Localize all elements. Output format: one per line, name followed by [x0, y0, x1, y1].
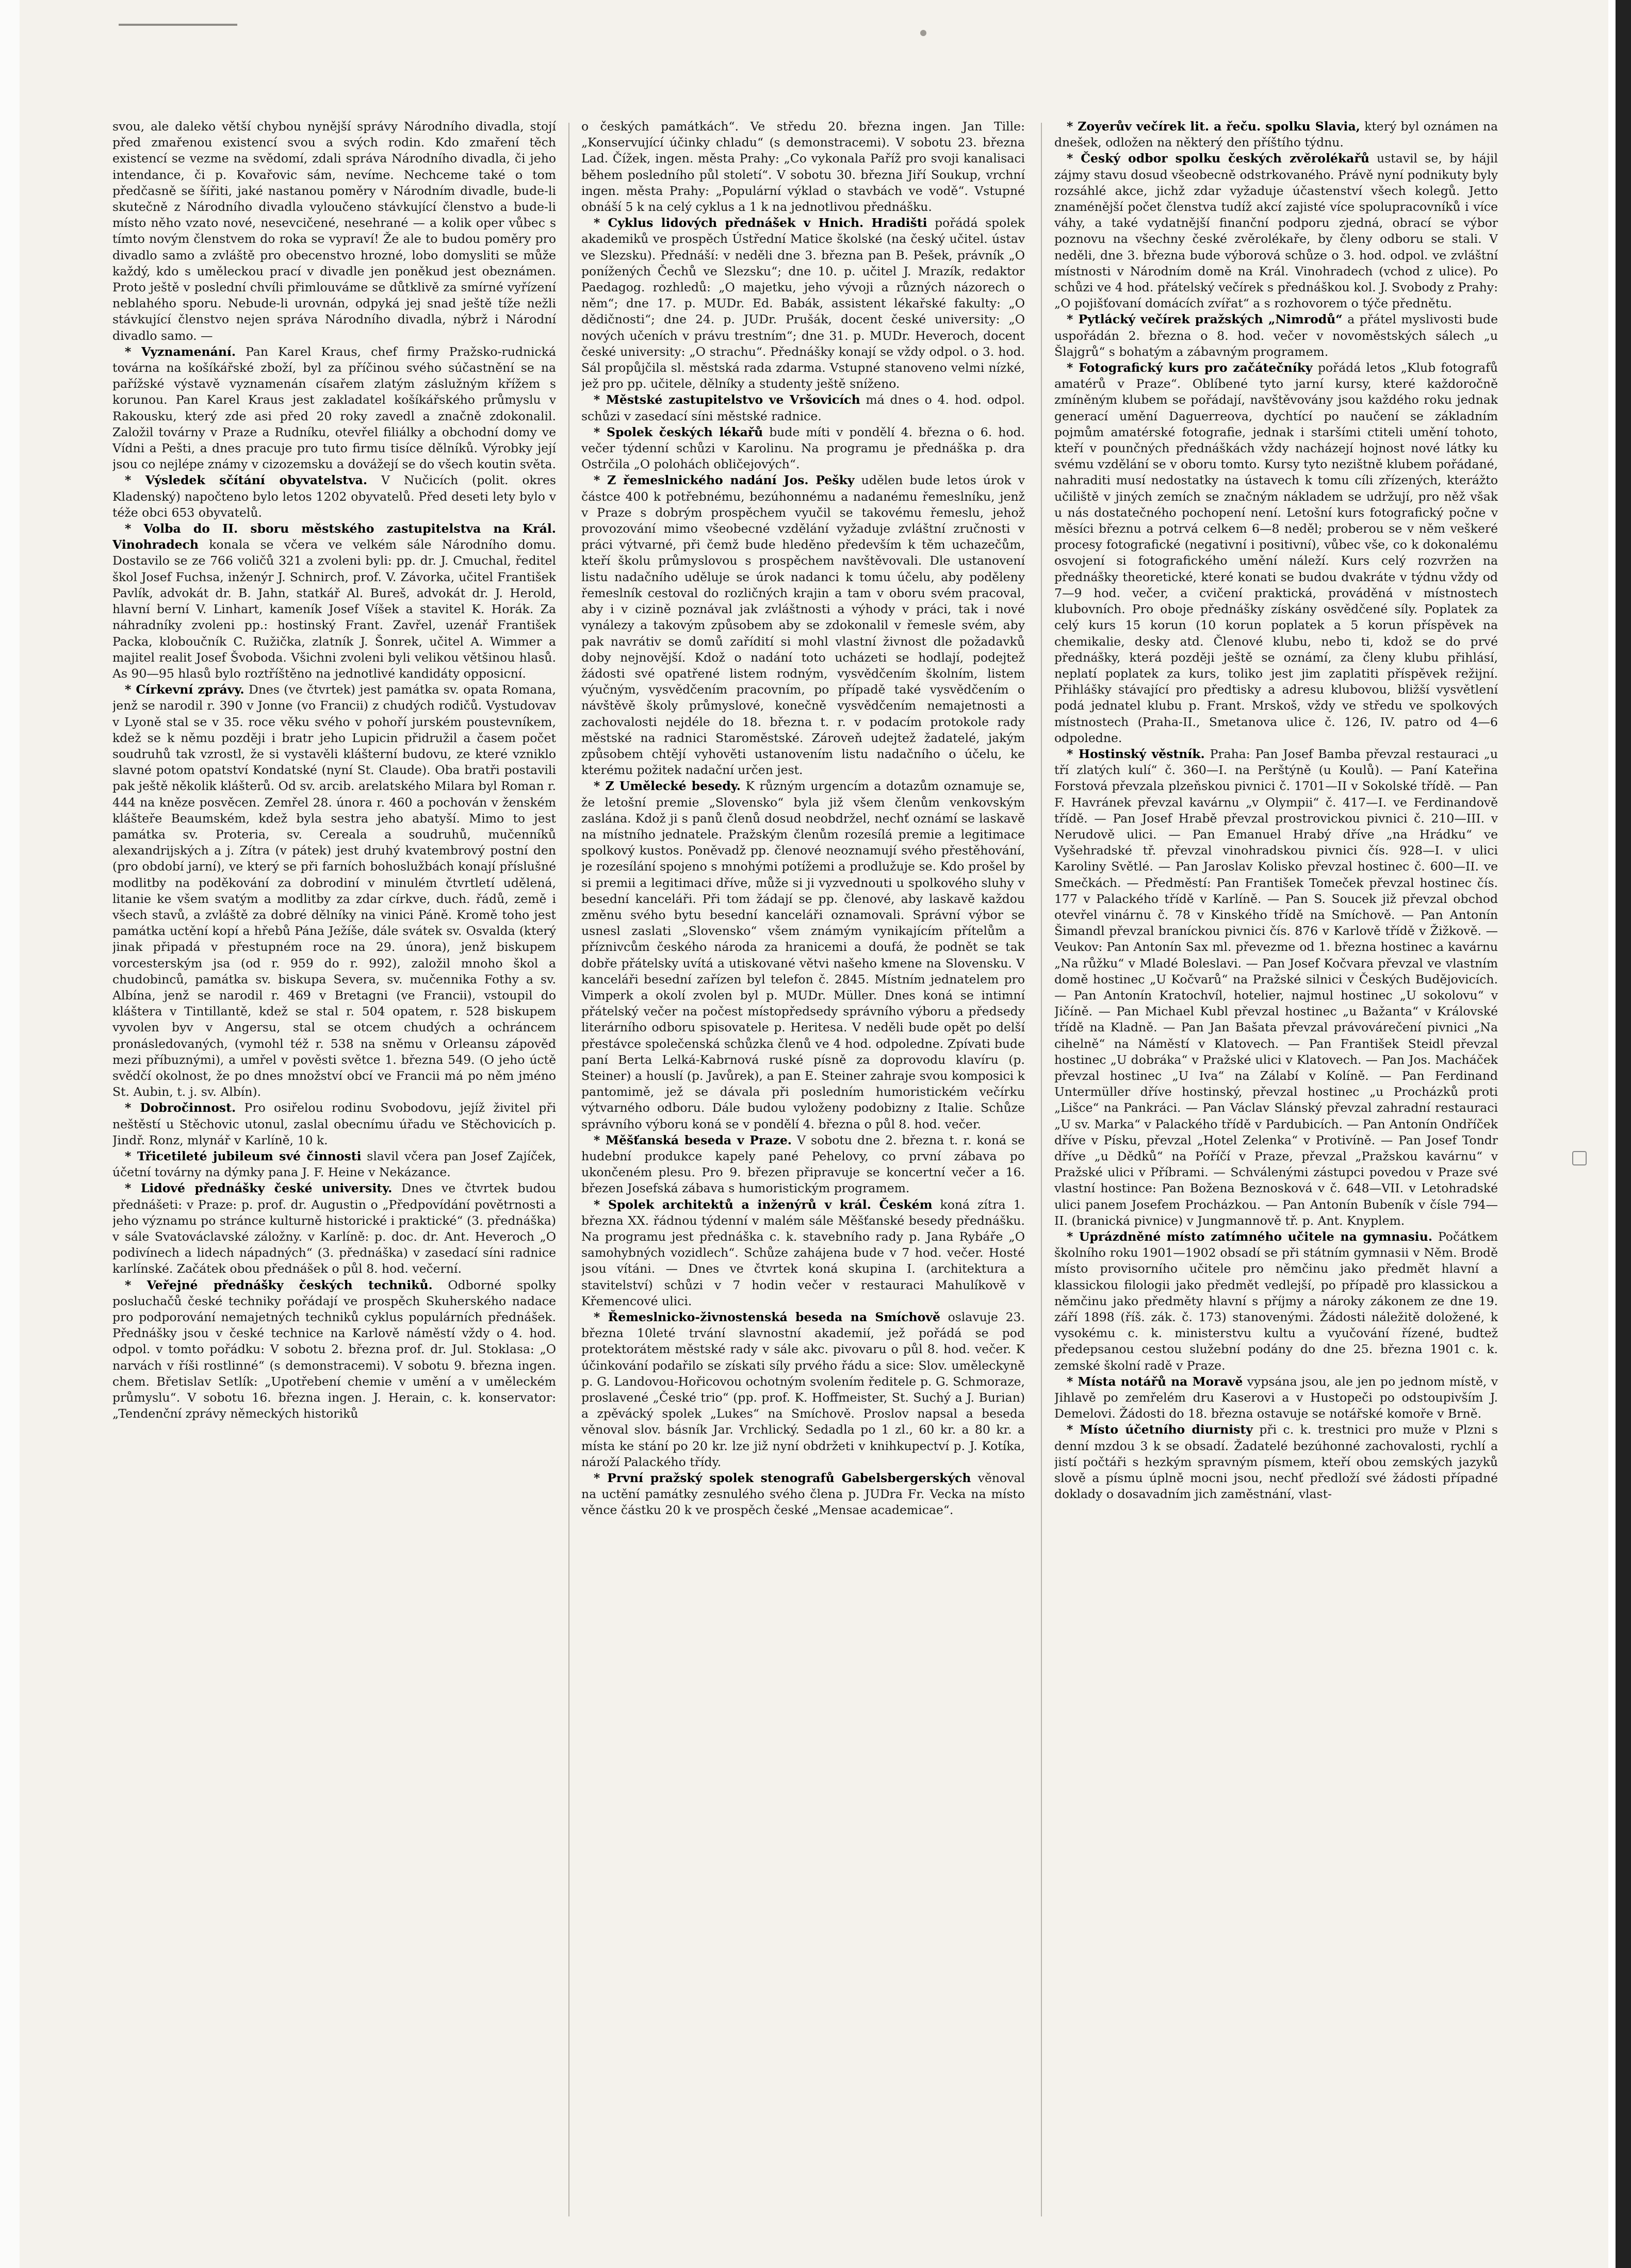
article-headline: * První pražský spolek stenografů Gabelsbergerských	[594, 1471, 971, 1486]
article-paragraph	[1054, 1374, 1498, 1422]
column-2	[581, 119, 1025, 2228]
folio-mark	[1572, 1151, 1587, 1165]
article-paragraph	[112, 1100, 556, 1148]
article-text: pořádá spolek akademiků ve prospěch Ústřední Matice školské (na český učitel. ústav ve Slezsku). Přednáší: v neděli dne 3. března pan B. Pešek, právník „O ponížených Čechů ve Slezsku“; dne 10. p. učitel J. Mrazík, redaktor Paedagog. rozhledů: „O majetku, jeho vývoji a různých názorech o něm“; dne 17. p. MUDr. Ed. Babák, assistent lékařské fakulty: „O dědičnosti“; dne 24. p. JUDr. Prušák, docent české university: „O nových učeních v právu trestním“; dne 31. p. MUDr. Heveroch, docent české university: „O strachu“. Přednášky konají se vždy odpol. o 3. hod. Sál propůjčila sl. městská rada zdarma. Vstupné stanoveno velmi nízké, jež pro pp. učitele, dělníky a studenty ještě sníženo.	[581, 216, 1025, 391]
article-paragraph	[581, 392, 1025, 424]
article-headline: * Z Umělecké besedy.	[594, 779, 741, 794]
article-paragraph	[1054, 311, 1498, 360]
article-text: Dnes ve čtvrtek budou přednášeti: v Praze: p. prof. dr. Augustin o „Předpovídání povětrnosti a jeho významu po stránce kulturně historické i praktické“ (3. přednáška) v sále Svatováclavské záložny. v Karlíně: p. doc. dr. Ant. Heveroch „O podivínech a lidech nápadných“ (3. přednáška) v zasedací síni radnice karlínské. Začátek obou přednášek o půl 8. hod. večerní.	[112, 1181, 556, 1276]
article-headline: * Místa notářů na Moravě	[1067, 1374, 1243, 1389]
article-headline: * Hostinský věstník.	[1067, 746, 1205, 761]
article-text: pořádá letos „Klub fotografů amatérů v Praze“. Oblíbené tyto jarní kursy, které každoročně zmíněným klubem se pořádají, navštěvovány jsou každého roku jednak generací umění Daguerreova, dychtící po naučení se základním pojmům amatérské fotografie, jednak i staršími ctiteli umění tohoto, kteří v pounčných přednáškách vždy nacházejí hojnost nové látky ku svému vzdělání se v oboru tomto. Kursy tyto nezištně klubem pořádané, nahraditi musí nedostatky na ústavech k tomu cíli zřízených, kterážto učiliště v jiných zemích se značným nákladem se udržují, pro něž však u nás dostatečného pochopení není. Letošní kurs fotografický počne v měsíci březnu a potrvá celkem 6—8 neděl; proberou se v něm veškeré procesy fotografické (negativní i positivní), vůbec vše, co k dokonalému osvojení si fotografického umění náleží. Kurs celý rozvržen na přednášky theoretické, které konati se budou dvakráte v týdnu vždy od 7—9 hod. večer, a cvičení praktická, prováděná v místnostech klubovních. Pro oboje přednášky získány osvědčené síly. Poplatek za celý kurs 15 korun (10 korun poplatek a 5 korun příspěvek na chemikalie, desky atd. Členové klubu, nebo ti, kdož se do prvé přednášky, která později ještě se oznámí, za členy klubu přihlásí, neplatí poplatek za kurs, toliko jest jim zaplatiti příspěvek režijní. Přihlášky stávající pro předtisky a adresu klubovou, bližší vysvětlení podá jednatel klubu p. Frant. Mrskoš, vždy ve středu ve spolkových místnostech (Praha-II., Smetanova ulice č. 126, IV. patro od 4—6 odpoledne.	[1054, 360, 1498, 745]
article-paragraph	[581, 215, 1025, 392]
article-headline: * Veřejné přednášky českých techniků.	[125, 1277, 433, 1292]
article-headline: * Spolek architektů a inženýrů v král. Českém	[594, 1197, 933, 1212]
left-scan-edge	[0, 0, 21, 2268]
article-headline: * Český odbor spolku českých zvěrolékařů	[1067, 151, 1369, 166]
article-text: ustavil se, by hájil zájmy stavu dosud všeobecně odstrkovaného. Právě nyní podnikuty byly rozsáhlé akce, jichž zdar vyžaduje účastenství všech kolegů. Jetto znaménější počet členstva tudíž akcí zajisté více spolupracovníků i více váhy, a také vydatnější finanční podporu zjedná, obrací se výbor poznovu na všechny české zvěrolékaře, by členy odboru se stali. V neděli, dne 3. března bude výborová schůze o 3. hod. odpol. ve zvláštní místnosti v Národním domě na Král. Vinohradech (vchod z ulice). Po schůzi ve 4 hod. přátelský večírek s přednáškou kol. J. Svobody z Prahy: „O pojišťovaní domácích zvířat“ a s rozhovorem o týče přednětu.	[1054, 151, 1498, 311]
article-text: V Nučicích (polit. okres Kladenský) napočteno bylo letos 1202 obyvatelů. Před deseti lety bylo v téže obci 653 obyvatelů.	[112, 473, 556, 520]
article-paragraph	[581, 119, 1025, 215]
article-text: má dnes o 4. hod. odpol. schůzi v zasedací síni městské radnice.	[581, 392, 1025, 423]
column-divider	[1041, 123, 1042, 2216]
article-headline: * Fotografický kurs pro začátečníky	[1067, 360, 1313, 375]
article-headline: * Místo účetního diurnisty	[1067, 1422, 1253, 1437]
article-headline: * Vyznamenání.	[125, 344, 236, 359]
article-text: svou, ale daleko větší chybou nynější správy Národního divadla, stojí před zmařenou existencí svou a svých rodin. Kdo zmaření těch existencí se vezme na svědomí, zdali správa Národního divadla, či jeho intendance, či p. Kovařovic sám, nevíme. Nechceme také o tom předčasně se šířiti, jaké nastanou poměry v Národním divadle, bude-li skutečně z Národního divadla vyloučeno stávkující členstvo a bude-li místo něho vzato nové, nesevcičené, nesehrané — a kolik oper vůbec s tímto novým členstvem do roka se vypraví! Že ale to budou poměry pro divadlo samo a zvláště pro obecenstvo hrozné, lobo domysliti se může každý, kdo s uměleckou prací v divadle jen poněkud jest obeznámen. Proto ještě v poslední chvíli přimlouváme se důtklivě za smírné vyřízení neblahého sporu. Nebude-li urovnán, odpyká jej snad ještě tíže nežli stávkující členstvo nejen správa Národního divadla, nýbrž i Národní divadlo samo. —	[112, 119, 556, 343]
column-1	[112, 119, 556, 2228]
article-paragraph	[581, 1470, 1025, 1519]
article-text: věnoval na uctění památky zesnulého svého člena p. JUDra Fr. Vecka na místo věnce částku 20 k ve prospěch české „Mensae academicae“.	[581, 1471, 1025, 1518]
column-divider	[568, 123, 569, 2216]
article-paragraph	[112, 682, 556, 1100]
article-headline: * Pytlácký večírek pražských „Nimrodů“	[1067, 312, 1343, 327]
article-text: bude míti v pondělí 4. března o 6. hod. večer týdenní schůzi v Karolinu. Na programu je přednáška p. dra Ostrčila „O polohách obličejových“.	[581, 424, 1025, 472]
article-text: a přátel myslivosti bude uspořádán 2. března o 8. hod. večer v novoměstských sálech „u Šlajgrů“ s bohatým a zábavným programem.	[1054, 312, 1498, 359]
right-scan-edge	[1616, 0, 1631, 2268]
article-text: oslavuje 23. března 10leté trvání slavnostní akademií, jež pořádá se pod protektorátem městské rady v sále akc. pivovaru o půl 8. hod. večer. K účinkování podařilo se získati síly prvého řádu a sice: Slov. uměleckyně p. G. Landovou-Hořicovou ochotným svolením ředitele p. G. Schmoraze, proslavené „České trio“ (pp. prof. K. Hoffmeister, St. Suchý a J. Burian) a zpěvácký spolek „Lukes“ na Smíchově. Proslov napsal a beseda věnoval slov. básník Jar. Vrchlický. Sedadla po 1 zl., 60 kr. a 80 kr. a místa ke stání po 20 kr. lze již nyní obdržeti v knihkupectví p. J. Kotíka, nároží Palackého třídy.	[581, 1310, 1025, 1469]
article-paragraph	[112, 344, 556, 473]
article-text: konala se včera ve velkém sále Národního domu. Dostavilo se ze 766 voličů 321 a zvoleni byli: pp. dr. J. Cmuchal, ředitel škol Josef Fuchsa, inženýr J. Schnirch, prof. V. Závorka, učitel František Pavlík, advokát dr. B. Jahn, statkář Al. Bureš, advokát dr. J. Herold, hlavní berní V. Linhart, kameník Josef Víšek a stavitel K. Horák. Za náhradníky zvoleni pp.: hostinský Frant. Zavřel, uzenář František Packa, kloboučník C. Ružička, zlatník J. Šonrek, učitel A. Wimmer a majitel realit Josef Švoboda. Všichni zvoleni byli velikou většinou hlasů. As 90—95 hlasů bylo roztříštěno na jednotlivé kandidáty opposicní.	[112, 537, 556, 681]
article-headline: * Cyklus lidových přednášek v Hnich. Hradišti	[594, 216, 927, 231]
article-text: Dnes (ve čtvrtek) jest památka sv. opata Romana, jenž se narodil r. 390 v Jonne (vo Francii) z chudých rodičů. Vystudovav v Lyoně stal se v 35. roce věku svého v pohoří jurském poustevníkem, kdež se k němu později i bratr jeho Lupicin přidružil a časem počet soudruhů tak vzrostl, že si vystavěli klášterní budovu, ze které vzniklo slavné potom opatství Kondatské (nyní St. Claude). Oba bratři postavili pak ještě několik klášterů. Od sv. arcib. arelatského Milara byl Roman r. 444 na kněze posvěcen. Zemřel 28. února r. 460 a pochován v ženském klášteře Beaumském, kdež byla sestra jeho abatyší. Mimo to jest památka sv. Proteria, sv. Cereala a soudruhů, mučenníků alexandrijských a j. Zítra (v pátek) jest druhý kvatembrový postní den (pro období jarní), ve který se při farních bohoslužbách konají příslušné modlitby na poděkování za dobrodiní v minulém čtvrtletí udělená, litanie ke všem svatým a modlitby za zdar církve, duch. řádů, země i všech stavů, a zvláště za dobré dělníky na vinici Páně. Kromě toho jest památka uctění kopí a hřebů Pána Ježíše, dále svátek sv. Osvalda (který jinak připadá v přestupném roce na 29. února), jenž biskupem vorcesterským jsa (od r. 959 do r. 992), založil mnoho škol a chudobinců, památka sv. biskupa Severa, sv. mučennika Fothy a sv. Albína, jenž se narodil r. 469 v Bretagni (ve Francii), vstoupil do kláštera v Tintillantě, kdež se stal r. 504 opatem, r. 528 biskupem vyvolen byv v Angersu, stal se otcem chudých a ochráncem pronásledovaných, (vymohl též r. 538 na sněmu v Orleansu zápověď mezi příbuznými), a umřel v pověsti světce 1. března 549. (O jeho úctě svědčí okolnost, že po dnes množství obcí ve Francii má po něm jméno St. Aubin, t. j. sv. Albín).	[112, 682, 556, 1099]
article-headline: * Městské zastupitelstvo ve Vršovicích	[594, 392, 860, 407]
article-text: Pro osiřelou rodinu Svobodovu, jejíž živitel při neštěstí u Stěchovic utonul, zaslal obecnímu úřadu ve Stěchovicích p. Jindř. Ronz, mlynář v Karlíně, 10 k.	[112, 1100, 556, 1147]
article-text: V sobotu dne 2. března t. r. koná se hudební produkce kapely pané Pehelovy, co první zábava po ukončeném plesu. Pro 9. březen připravuje se koncertní večer a 16. březen Josefská zábava s humoristickým programem.	[581, 1132, 1025, 1196]
article-paragraph	[112, 119, 556, 344]
article-paragraph	[581, 1197, 1025, 1309]
top-rule	[119, 24, 237, 26]
article-paragraph	[112, 1180, 556, 1277]
article-headline: * Měšťanská beseda v Praze.	[594, 1132, 792, 1147]
article-paragraph	[112, 521, 556, 682]
article-text: Počátkem školního roku 1901—1902 obsadí se při státním gymnasii v Něm. Brodě místo provisorního učitele pro němčinu jako předmět hlavní a klassickou filologii jako předmět vedlejší, po případě pro klassickou a němčinu jako předměty hlavní s příjmy a nároky zákonem ze dne 19. září 1898 (říš. zák. č. 173) stanovenými. Žádosti náležitě doložené, k vysokému c. k. ministerstvu kultu a vyučování řízené, budtež předepsanou cestou služební podány do dne 25. března 1901 c. k. zemské školní radě v Praze.	[1054, 1229, 1498, 1373]
article-text: o českých památkách“. Ve středu 20. března ingen. Jan Tille: „Konservující účinky chladu“ (s demonstracemi). V sobotu 23. března Lad. Čížek, ingen. města Prahy: „Co vykonala Paříž pro svoji kanalisaci během posledního půl století“. V sobotu 30. března Jiří Soukup, vrchní ingen. města Prahy: „Populární výklad o stavbách ve vodě“. Vstupné obnáší 5 k na celý cyklus a 1 k na jednotlivou přednášku.	[581, 119, 1025, 215]
article-headline: * Lidové přednášky české university.	[125, 1181, 393, 1196]
article-headline: * Spolek českých lékařů	[594, 424, 763, 439]
article-headline: * Řemeslnicko-živnostenská beseda na Smíchově	[594, 1310, 940, 1325]
page-mark	[920, 30, 926, 36]
column-3	[1054, 119, 1498, 2228]
article-paragraph	[581, 778, 1025, 1132]
article-text: udělen bude letos úrok v částce 400 k potřebnému, bezúhonnému a nadanému řemeslníku, jenž v Praze s dobrým prospěchem vyučil se takovému řemeslu, jehož provozování mimo všeobecné vzdělání vyžaduje zvláštní zručnosti v práci výtvarné, při čemž bude hleděno především k těm uchazečům, kteří školu průmyslovou s prospěchem navštěvovali. Dle ustanovení listu nadačního uděluje se úrok nadanci k tomu účelu, aby poděleny řemeslník cestoval do rozličných krajin a tam v oboru svém pracoval, aby i v cizině poznával jak zvláštnosti a výhody v práci, tak i nové vynálezy a takovým způsobem aby se zdokonalil v řemesle svém, aby pak navrátiv se domů zařídití si mohl vlastní živnost dle požadavků doby nejnovější. Kdož o nadání toto ucházeti se hodlají, podejtež žádosti své opatřené listem rodným, vysvědčením školním, listem výučným, vysvědčením pracovním, po případě také vysvědčením o návštěvě školy průmyslové, konečně vysvědčením nemajetnosti a zachovalosti nejdéle do 18. března t. r. v podacím protokole rady městské na radnici Staroměstské. Zároveň udejtež žadatelé, jakým způsobem chtějí vyhověti ustanovením listu nadačního o účelu, ke kterému požitek nadační určen jest.	[581, 473, 1025, 778]
article-paragraph	[112, 1148, 556, 1180]
article-text: koná zítra 1. března XX. řádnou týdenní v malém sále Měšťanské besedy přednášku. Na programu jest přednáška c. k. stavebního rady p. Jana Rybáře „O samohybných vozidlech“. Schůze zahájena bude v 7 hod. večer. Hosté jsou vítáni. — Dnes ve čtvrtek koná skupina I. (architektura a stavitelství) schůzi v 7 hodin večer v restauraci Mahulíkově v Křemencové ulici.	[581, 1197, 1025, 1308]
article-headline: * Výsledek sčítání obyvatelstva.	[125, 473, 368, 488]
article-headline: * Z řemeslnického nadání Jos. Pešky	[594, 473, 855, 488]
article-headline: * Zoyerův večírek lit. a řeču. spolku Slavia,	[1067, 119, 1360, 134]
article-headline: * Třicetileté jubileum své činnosti	[125, 1149, 362, 1163]
article-paragraph	[1054, 360, 1498, 746]
article-headline: * Církevní zprávy.	[125, 682, 244, 697]
article-text: K různým urgencím a dotazům oznamuje se, že letošní premie „Slovensko“ byla již všem členům venkovským zaslána. Kdož ji s panů členů dosud neobdržel, nechť oznámí se laskavě na místního jednatele. Pražským členům rozesílá premie a legitimace spolkový kustos. Poněvadž pp. členové neoznamují svého přestěhování, je rozesílání spojeno s mnohými potížemi a prodlužuje se. Kdo prošel by si premii a legitimaci dříve, může si ji vyzvednouti u spolkového sluhy v besední kanceláři. Při tom žádají se pp. členové, aby laskavě každou změnu svého bytu besední kanceláři oznamovali. Správní výbor se usnesl zaslati „Slovensko“ všem známým vynikajícím přítelům a příznivcům českého národa za hranicemi a doufá, že podnět se tak dobře přátelsky uvítá a utiskované větvi našeho kmene na Slovensku. V kanceláři besední zařízen byl telefon č. 2845. Místním jednatelem pro Vimperk a okolí zvolen byl p. MUDr. Müller. Dnes koná se intimní přátelský večer na počest místopředsedy správního výboru a předsedy literárního odboru spisovatele p. Heritesa. V neděli bude opět po delší přestávce společenská schůzka členů ve 4 hod. odpoledne. Zpívati bude paní Berta Lelká-Kabrnová ruské písně za doprovodu klavíru (p. Steiner) a houslí (p. Javůrek), a pan E. Steiner zahraje svou komposici k pantomimě, jež se dávala při posledním humoristickém večírku výtvarného odboru. Dále budou vyloženy podobizny z Italie. Schůze správního výboru koná se v pondělí 4. března o půl 8. hod. večer.	[581, 779, 1025, 1131]
article-text: vypsána jsou, ale jen po jednom místě, v Jihlavě po zemřelém dru Kaserovi a v Hustopeči po odstoupivším J. Demelovi. Žádosti do 18. března ostavuje se notářské komoře v Brně.	[1054, 1374, 1498, 1421]
article-paragraph	[112, 1277, 556, 1422]
article-paragraph	[1054, 1229, 1498, 1374]
article-headline: * Dobročinnost.	[125, 1100, 236, 1115]
article-paragraph	[1054, 746, 1498, 1229]
article-text: Pan Karel Kraus, chef firmy Pražsko-rudnická továrna na košíkářské zboží, byl za příčinou svého súčastnění se na pařížské výstavě vyznamenán císařem zlatým záslužným křížem s korunou. Pan Karel Kraus jest zakladatel košíkářského průmyslu v Rakousku, který zde asi před 20 roky zavedl a značně zdokonalil. Založil továrny v Praze a Rudníku, otevřel filiálky a obchodní domy ve Vídni a Pešti, a dnes pracuje pro tuto firmu tisíce dělníků. Výrobky její jsou co nejlépe známy v cizozemsku a dovážejí se do všech koutin světa.	[112, 344, 556, 472]
article-paragraph	[581, 1309, 1025, 1470]
article-paragraph	[1054, 1422, 1498, 1502]
article-headline: * Uprázdněné místo zatímného učitele na gymnasiu.	[1067, 1229, 1433, 1244]
article-paragraph	[112, 472, 556, 521]
article-headline: * Volba do II. sboru městského zastupitelstva na Král. Vinohradech	[112, 521, 556, 552]
article-paragraph	[581, 472, 1025, 778]
article-paragraph	[581, 424, 1025, 473]
article-paragraph	[1054, 119, 1498, 151]
article-text: při c. k. trestnici pro muže v Plzni s denní mzdou 3 k se obsadí. Žadatelé bezúhonné zachovalosti, rychlí a jistí počtáři s hezkým spravným písmem, kteří obou zemských jazyků slově a písmu úplně mocni jsou, nechť předloží své žádosti případné doklady o dosavadním jich zaměstnání, vlast-	[1054, 1422, 1498, 1502]
article-text: Odborné spolky posluchačů české techniky pořádají ve prospěch Skuherského nadace pro podporování nemajetných techniků cyklus populárních přednášek. Přednášky jsou v české technice na Karlově náměstí vždy o 4. hod. odpol. v tomto pořádku: V sobotu 2. března prof. dr. Jul. Stoklasa: „O narvách v říši rostlinné“ (s demonstracemi). V sobotu 9. března ingen. chem. Břetislav Setlík: „Upotřebení chemie v umění a v uměleckém průmyslu“. V sobotu 16. března ingen. J. Herain, c. k. konservator: „Tendenční zprávy německých historiků	[112, 1277, 556, 1421]
article-text: který byl oznámen na dnešek, odložen na některý den příštího týdnu.	[1054, 119, 1498, 150]
article-text: Praha: Pan Josef Bamba převzal restauraci „u tří zlatých kulí“ č. 360—I. na Perštýně (u Koulů). — Paní Kateřina Forstová převzala plzeňskou pivnici č. 1701—II v Sokolské třídě. — Pan F. Havránek převzal kavárnu „v Olympii“ č. 417—I. ve Ferdinandově třídě. — Pan Josef Hrabě převzal prostrovickou pivnici č. 210—III. v Nerudově ulici. — Pan Emanuel Hrabý dříve „na Hrádku“ ve Vyšehradské tř. převzal vinohradskou pivnici čís. 928—I. v ulici Karoliny Světlé. — Pan Jaroslav Kolisko převzal hostinec č. 600—II. ve Smečkách. — Předměstí: Pan František Tomeček převzal hostinec čís. 177 v Palackého třídě v Karlíně. — Pan S. Soucek již převzal obchod otevřel vinárnu č. 78 v Kinského třídě na Smíchově. — Pan Antonín Šimandl převzal braníckou pivnici čís. 876 v Karlově třídě v Žižkově. — Veukov: Pan Antonín Sax ml. převezme od 1. března hostinec a kavárnu „Na růžku“ v Mladé Boleslavi. — Pan Josef Kočvara převzal ve vlastním domě hostinec „U Kočvarů“ na Pražské silnici v Českých Budějovicích. — Pan Antonín Kratochvíl, hotelier, najmul hostinec „U sokolovu“ v Jičíně. — Pan Michael Kubl převzal hostinec „u Bažanta“ v Královské třídě na Kladně. — Pan Jan Bašata převzal právovárečení pivnici „Na cihelně“ na Náměstí v Klatovech. — Pan František Steidl převzal hostinec „U dobráka“ v Pražské ulici v Klatovech. — Pan Jos. Macháček převzal hostinec „U Iva“ na Zálabí v Kolíně. — Pan Ferdinand Untermüller dříve hostinský, převzal hostinec „u Procházků proti „Lišce“ na Pankráci. — Pan Václav Slánský převzal zahradní restauraci „U sv. Marka“ v Palackého třídě v Pardubicích. — Pan Antonín Ondříček dříve v Písku, převzal „Hotel Zelenka“ v Protivíně. — Pan Josef Tondr dříve „u Dědků“ na Poříčí v Praze, převzal „Pražskou kavárnu“ v Pražské ulici v Příbrami. — Schválenými zástupci povedou v Praze své vlastní hostince: Pan Božena Beznosková v č. 648—VII. v Letohradské ulici panem Josefem Procházkou. — Pan Antonín Bubeník v čísle 794—II. (branická pivnice) v Jungmannově tř. p. Ant. Knyplem.	[1054, 746, 1498, 1228]
article-text: slavil včera pan Josef Zajíček, účetní továrny na dýmky pana J. F. Heine v Nekázance.	[112, 1149, 556, 1180]
article-paragraph	[581, 1132, 1025, 1197]
article-paragraph	[1054, 151, 1498, 311]
